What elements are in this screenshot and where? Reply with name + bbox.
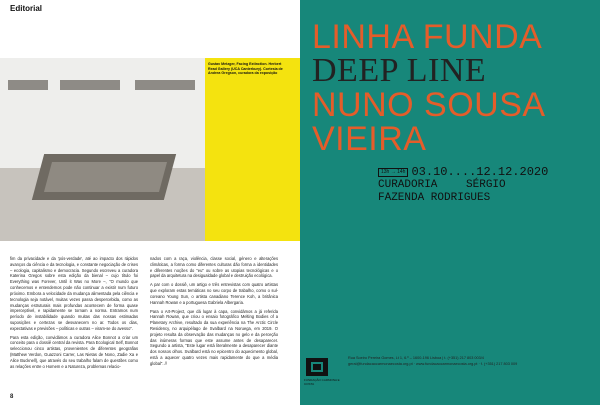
- section-label: Editorial: [10, 4, 43, 13]
- text-column-2: [150, 256, 278, 370]
- address-line: Rua Soeiro Pereira Gomes, Lt 1, 6.º – 1600-196 Lisboa | t. (+351) 217 803 003/4: [348, 356, 484, 360]
- date-tag: 13h → 14h: [378, 168, 408, 177]
- curator-name-last: FAZENDA RODRIGUES: [378, 192, 491, 204]
- foundation-logo-icon: [306, 358, 328, 376]
- paragraph: fim da privacidade e da 'pós-verdade', até ao impacto dos rápidos avanços da ciência e da tecnologia, e constante negociação de crises – ecologia, capitalismo e democracia. Segundo escreveu a curadora Katerina Gregos sobre esta edição da bienal – cujo título foi Everything was Forever, Until it Was no More –, "O mundo que conhecemos e entendemos pode não continuar a existir num futuro próximo. Embora a velocidade da mudança alimentada pela ciência e tecnologia seja notável, muitas vezes passa despercebida, como as mudanças estruturais mais profundas acontecem de forma quase imperceptível, e rapidamente se tornam a norma. Entramos num período de instabilidade quando muitas das nossas estimadas suposições e certezas se desvanecem no ar. Todos os dias, expectativas e previsões – políticas e outras – viram-se do avesso".: [10, 256, 138, 331]
- right-page-ad: [300, 0, 600, 405]
- date-range: 03.10....12.12.2020: [411, 165, 549, 179]
- paragraph: nados com a raça, violência, classe social, género e alterações climáticas, a forma como diferentes culturas dão forma a identidades e diferentes noções do "eu" ou sobre as utopias tecnológicas e o papel da arquitetura na desigualdade global e destruição ecológica.: [150, 256, 278, 279]
- web-line: geral@fundacaocarmonaecosta.org.pt · www.fundacaocarmonaecosta.org.pt · f. (+351) 217 803 009: [348, 361, 518, 366]
- exhibition-photo: [0, 58, 205, 241]
- title-line-3: NUNO SOUSA: [312, 86, 546, 124]
- exhibition-title: [312, 20, 546, 156]
- ad-footer: [304, 356, 596, 396]
- caption-panel: [205, 58, 300, 241]
- contact-info: [348, 356, 517, 367]
- page-number: 8: [10, 394, 14, 400]
- paragraph: Para esta edição, convidámos a curadora Alice Bonnot a criar um conceito para o dossiê central da revista. Para Ecological Self, Bonnot seleccionou cinco artistas, provenientes de diferentes geografias (Matthew Verdon, Guazzoni Carrer, Las Nietas de Nono, Zadie Xa e Alice Bucknell), que através do seu trabalho falam de questões como as relações entre o Homem e a Natureza, problemas relacio-: [10, 334, 138, 369]
- curator-name-first: SÉRGIO: [466, 179, 506, 191]
- paragraph: A par com o dossiê, um artigo e três entrevistas com quatro artistas que exploram estas temáticas no seu corpo de trabalho, como o sul-coreano Young Sun, o artista canadiano Terence Koh, a britânica Hannah Rowan e a portuguesa Gabriela Albergaria.: [150, 282, 278, 305]
- text-column-1: [10, 256, 138, 372]
- paragraph: Para o Art-Project, que dá lugar à capa, convidámos a já referida Hannah Rowan, que criou o ensaio fotográfico Melting Bodies of a Planetary Archive, resultado da sua experiência na The Arctic Circle Residency, no arquipélago de Svalbard na Noruega, em 2019. O projeto resulta da observação das mudanças no gelo e da perceção das inúmeras formas que este assume antes de desaparecer. Segundo a artista, "Este lugar está literalmente a desaparecer diante dos nossos olhos. Svalbard está no epicentro do aquecimento global, está a aquecer quatro vezes mais rapidamente do que a média global". //: [150, 308, 278, 366]
- title-line-2: DEEP LINE: [312, 52, 487, 89]
- title-line-4: VIEIRA: [312, 120, 427, 158]
- title-line-1: LINHA FUNDA: [312, 18, 543, 56]
- logo-text: FUNDAÇÃO CARMONA E COSTA: [304, 378, 340, 386]
- exhibition-dates: [378, 165, 548, 205]
- curator-label: CURADORIA: [378, 179, 438, 191]
- photo-caption: Gustav Metzger, Facing Extinction. Herbert Read Gallery (UCA Canterbury). Cortesia de Andrea Gregson, curadora da exposição: [208, 62, 283, 76]
